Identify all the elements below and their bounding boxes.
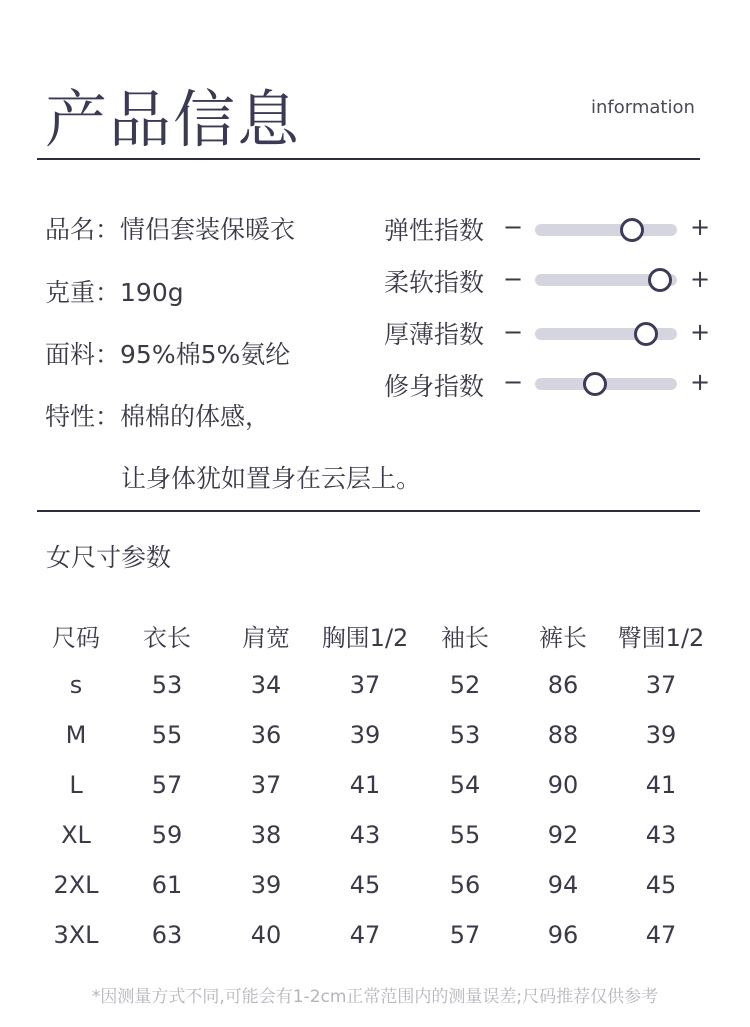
info-label: 克重： (45, 278, 121, 307)
info-row-weight (45, 273, 184, 309)
table-cell: 3XL (53, 921, 99, 949)
table-cell: 39 (349, 721, 381, 749)
thickness-slider (535, 328, 677, 340)
table-row (30, 760, 730, 810)
table-row (30, 860, 730, 910)
table-cell: 47 (349, 921, 381, 949)
index-label-softness: 柔软指数 (384, 268, 485, 297)
table-cell: 61 (151, 871, 183, 899)
index-label-elasticity: 弹性指数 (384, 216, 485, 245)
header-cell: 衣长 (143, 623, 191, 652)
info-label: 品名： (45, 215, 121, 244)
plus-icon: + (690, 368, 711, 396)
table-cell: 86 (547, 671, 579, 699)
table-cell: 90 (547, 771, 579, 799)
table-cell: M (65, 721, 87, 749)
softness-slider (535, 274, 677, 286)
index-label-fit: 修身指数 (384, 372, 485, 401)
info-row-name (45, 210, 295, 246)
minus-icon: − (503, 368, 524, 396)
page-subtitle: information (591, 97, 695, 118)
table-cell: 88 (547, 721, 579, 749)
table-cell: s (69, 671, 83, 699)
minus-icon: − (503, 213, 524, 241)
table-cell: 52 (449, 671, 481, 699)
table-cell: 37 (645, 671, 677, 699)
table-cell: 63 (151, 921, 183, 949)
table-cell: 94 (547, 871, 579, 899)
table-cell: 57 (449, 921, 481, 949)
table-row (30, 810, 730, 860)
header-cell: 裤长 (539, 623, 587, 652)
size-section-title: 女尺寸参数 (46, 543, 172, 572)
table-cell: 96 (547, 921, 579, 949)
table-cell: 38 (250, 821, 282, 849)
info-row-fabric (45, 335, 290, 371)
info-row-feature (45, 397, 270, 433)
table-cell: 43 (349, 821, 381, 849)
table-cell: 55 (449, 821, 481, 849)
table-cell: 39 (645, 721, 677, 749)
page-title: 产品信息 (45, 83, 302, 156)
header-cell: 臀围1/2 (617, 623, 705, 652)
index-label-thickness: 厚薄指数 (384, 320, 485, 349)
plus-icon: + (690, 318, 711, 346)
table-cell: L (69, 771, 83, 799)
table-cell: 59 (151, 821, 183, 849)
table-cell: 39 (250, 871, 282, 899)
fit-slider (535, 378, 677, 390)
table-cell: 36 (250, 721, 282, 749)
info-label: 面料： (45, 340, 121, 369)
table-cell: 37 (250, 771, 282, 799)
elasticity-slider (535, 224, 677, 236)
table-cell: 41 (645, 771, 677, 799)
table-cell: 37 (349, 671, 381, 699)
minus-icon: − (503, 265, 524, 293)
slider-knob (620, 218, 644, 242)
info-value: 190g (120, 278, 184, 307)
size-table (30, 610, 730, 960)
table-cell: 34 (250, 671, 282, 699)
middle-divider (37, 510, 700, 512)
table-cell: 2XL (53, 871, 99, 899)
table-cell: 53 (449, 721, 481, 749)
plus-icon: + (690, 265, 711, 293)
info-value: 棉棉的体感， (120, 402, 271, 431)
plus-icon: + (690, 213, 711, 241)
table-cell: 92 (547, 821, 579, 849)
table-cell: 54 (449, 771, 481, 799)
header-cell: 尺码 (52, 623, 100, 652)
table-header-row (30, 610, 730, 660)
info-feature-continuation: 让身体犹如置身在云层上。 (121, 464, 422, 493)
table-row (30, 710, 730, 760)
header-cell: 袖长 (441, 623, 489, 652)
table-cell: 56 (449, 871, 481, 899)
table-cell: 43 (645, 821, 677, 849)
table-cell: 41 (349, 771, 381, 799)
table-cell: 55 (151, 721, 183, 749)
info-label: 特性： (45, 402, 121, 431)
header-cell: 肩宽 (242, 623, 290, 652)
table-cell: 45 (349, 871, 381, 899)
top-divider (37, 158, 700, 160)
table-cell: 45 (645, 871, 677, 899)
table-row (30, 660, 730, 710)
slider-knob (583, 372, 607, 396)
slider-knob (648, 268, 672, 292)
measurement-footnote: *因测量方式不同,可能会有1-2cm正常范围内的测量误差;尺码推荐仅供参考 (91, 987, 659, 1007)
table-cell: 40 (250, 921, 282, 949)
slider-knob (634, 322, 658, 346)
table-row (30, 910, 730, 960)
table-cell: XL (61, 821, 91, 849)
table-cell: 57 (151, 771, 183, 799)
info-value: 情侣套装保暖衣 (120, 215, 296, 244)
header-cell: 胸围1/2 (321, 623, 409, 652)
table-cell: 53 (151, 671, 183, 699)
info-value: 95%棉5%氨纶 (120, 340, 291, 369)
table-cell: 47 (645, 921, 677, 949)
minus-icon: − (503, 318, 524, 346)
